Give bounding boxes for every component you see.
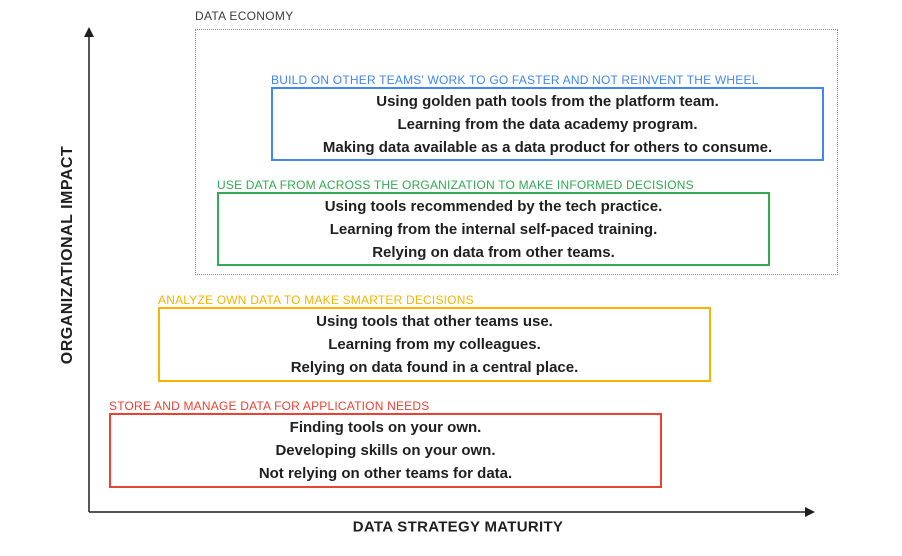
stage-analyze-box: [158, 307, 711, 382]
stage-store-title: STORE AND MANAGE DATA FOR APPLICATION NEEDS: [109, 399, 430, 413]
x-axis-label: DATA STRATEGY MATURITY: [352, 518, 564, 536]
stage-analyze-line: Relying on data found in a central place.: [290, 359, 579, 376]
stage-build-title: BUILD ON OTHER TEAMS' WORK TO GO FASTER AND NOT REINVENT THE WHEEL: [271, 73, 759, 87]
stage-analyze-line: Using tools that other teams use.: [316, 313, 553, 330]
stage-use-line: Using tools recommended by the tech practice.: [324, 197, 663, 215]
stage-use-line: Relying on data from other teams.: [372, 243, 615, 261]
stage-use-title: USE DATA FROM ACROSS THE ORGANIZATION TO MAKE INFORMED DECISIONS: [217, 178, 694, 192]
stage-build-line: Using golden path tools from the platform team.: [376, 92, 719, 110]
stage-store-line: Finding tools on your own.: [289, 419, 482, 436]
stage-build-line: Learning from the data academy program.: [397, 115, 698, 133]
stage-analyze-title: ANALYZE OWN DATA TO MAKE SMARTER DECISIONS: [158, 293, 474, 307]
data-economy-title: DATA ECONOMY: [195, 9, 294, 23]
stage-use-box: [217, 192, 770, 266]
stage-build-line: Making data available as a data product for others to consume.: [322, 138, 773, 156]
stage-build-box: [271, 87, 824, 161]
stage-store-box: [109, 413, 662, 488]
stage-store-line: Developing skills on your own.: [275, 442, 496, 459]
stage-store-line: Not relying on other teams for data.: [258, 465, 513, 482]
stage-use-line: Learning from the internal self-paced training.: [329, 220, 658, 238]
stage-analyze-line: Learning from my colleagues.: [328, 336, 541, 353]
y-axis-label: ORGANIZATIONAL IMPACT: [59, 145, 76, 365]
